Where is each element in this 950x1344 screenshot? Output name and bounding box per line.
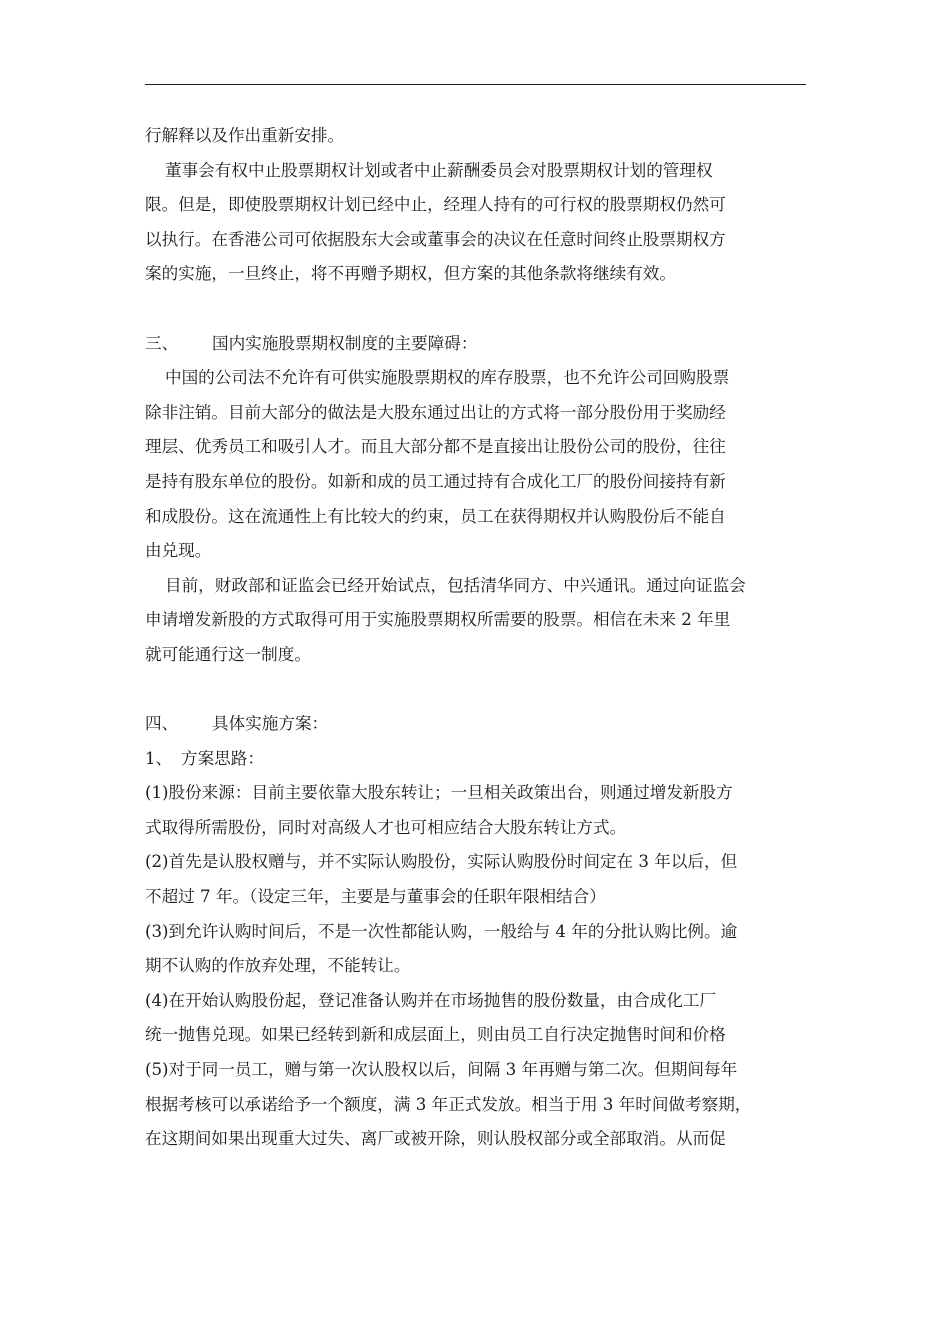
header-rule (145, 84, 806, 85)
section-title: 具体实施方案： (212, 714, 329, 734)
list-item-line: 不超过 7 年。（设定三年，主要是与董事会的任职年限相结合） (145, 887, 606, 907)
list-item-line: 在这期间如果出现重大过失、离厂或被开除，则认股权部分或全部取消。从而促 (145, 1129, 726, 1149)
list-item-line: (4)在开始认购股份起，登记准备认购并在市场抛售的股份数量，由合成化工厂 (145, 990, 717, 1010)
section-title: 国内实施股票期权制度的主要障碍： (212, 333, 478, 353)
list-item-line: (3)到允许认购时间后，不是一次性都能认购，一般给与 4 年的分批认购比例。逾 (145, 921, 738, 941)
paragraph-line: 以执行。在香港公司可依据股东大会或董事会的决议在任意时间终止股票期权方 (145, 229, 726, 249)
paragraph-line: 除非注销。目前大部分的做法是大股东通过出让的方式将一部分股份用于奖励经 (145, 402, 726, 422)
blank-line (145, 673, 808, 708)
list-item-line: 期不认购的作放弃处理，不能转让。 (145, 956, 411, 976)
list-item-line: (5)对于同一员工，赠与第一次认股权以后，间隔 3 年再赠与第二次。但期间每年 (145, 1060, 738, 1080)
section-number: 四、 (145, 714, 179, 734)
list-item-line: (2)首先是认股权赠与，并不实际认购股份，实际认购股份时间定在 3 年以后，但 (145, 852, 738, 872)
section-heading-3 (145, 327, 808, 362)
list-item-line: 统一抛售兑现。如果已经转到新和成层面上，则由员工自行决定抛售时间和价格 (145, 1025, 726, 1045)
paragraph-line: 理层、优秀员工和吸引人才。而且大部分都不是直接出让股份公司的股份，往往 (145, 437, 726, 457)
paragraph-line: 由兑现。 (145, 541, 212, 561)
list-item-line: 式取得所需股份，同时对高级人才也可相应结合大股东转让方式。 (145, 817, 627, 837)
paragraph-line: 目前，财政部和证监会已经开始试点，包括清华同方、中兴通讯。通过向证监会 (165, 575, 746, 595)
paragraph-line: 和成股份。这在流通性上有比较大的约束，员工在获得期权并认购股份后不能自 (145, 506, 726, 526)
section-number: 三、 (145, 333, 179, 353)
section-heading-4 (145, 707, 808, 742)
paragraph-line: 董事会有权中止股票期权计划或者中止薪酬委员会对股票期权计划的管理权 (165, 160, 713, 180)
paragraph-line: 是持有股东单位的股份。如新和成的员工通过持有合成化工厂的股份间接持有新 (145, 471, 726, 491)
paragraph-line: 案的实施，一旦终止，将不再赠予期权，但方案的其他条款将继续有效。 (145, 264, 676, 284)
list-item-line: 根据考核可以承诺给予一个额度，满 3 年正式发放。相当于用 3 年时间做考察期， (145, 1094, 752, 1114)
blank-line (145, 292, 808, 327)
subsection-heading (145, 742, 808, 777)
paragraph-line: 就可能通行这一制度。 (145, 644, 311, 664)
paragraph-line: 限。但是，即使股票期权计划已经中止，经理人持有的可行权的股票期权仍然可 (145, 195, 726, 215)
subsection-title: 方案思路： (181, 748, 264, 768)
subsection-number: 1、 (145, 748, 173, 768)
document-body (145, 119, 808, 1157)
paragraph-line: 行解释以及作出重新安排。 (145, 126, 345, 145)
paragraph-line: 申请增发新股的方式取得可用于实施股票期权所需要的股票。相信在未来 2 年里 (145, 610, 731, 630)
paragraph-line: 中国的公司法不允许有可供实施股票期权的库存股票，也不允许公司回购股票 (165, 368, 730, 388)
list-item-line: (1)股份来源：目前主要依靠大股东转让；一旦相关政策出台，则通过增发新股方 (145, 783, 733, 803)
